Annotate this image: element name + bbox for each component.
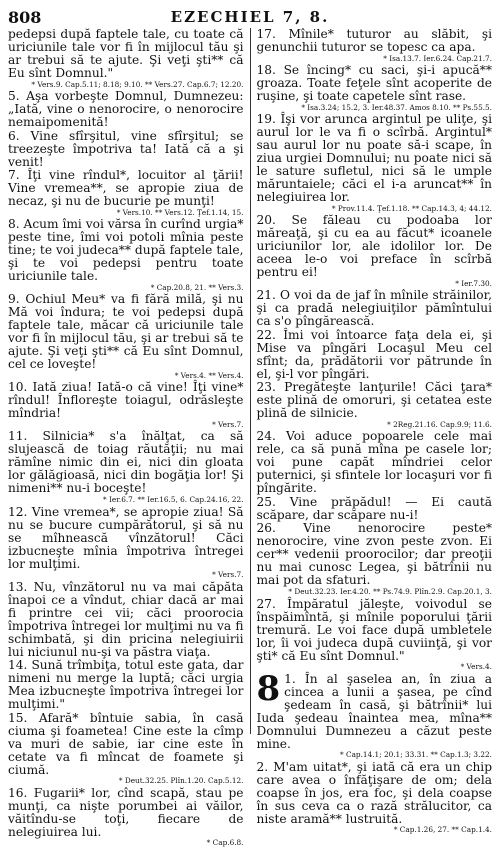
cross-reference: * Ier.6.7. ** Ier.16.5, 6. Cap.24.16, 22.	[103, 494, 244, 504]
cross-reference: * Vers.9. Cap.5.11; 8.18; 9.10. ** Vers.27. Cap.6.7; 12.20.	[31, 79, 244, 89]
chapter-8-verse-1: 1. În al şaselea an, în ziua a cincea a lunii a şasea, pe cînd şedeam în casă, şi bătrînii* lui Iuda şedeau înaintea mea, mîna** Domnului Dumnezeu a căzut peste mine.	[256, 672, 492, 752]
verse: 26. Vine nenorocire peste* nenorocire, vine zvon peste zvon. Ei cer** vedenii proorocilor; dar preoţii nu mai cunosc Legea, şi bătrînii nu mai pot da sfaturi.	[256, 521, 492, 588]
right-column	[251, 27, 493, 835]
verse: 16. Fugarii* lor, cînd scapă, stau pe munţi, ca nişte porumbei ai văilor, văitîndu-se toţi, fiecare de nelegiuirea lui.	[8, 785, 244, 839]
running-title: EZECHIEL 7, 8.	[170, 8, 330, 26]
verse: 25. Vine prăpădul! — Ei caută scăpare, dar scăpare nu-i!	[256, 494, 492, 522]
chapter-number: 8	[256, 669, 281, 710]
verse: 18. Se încing* cu saci, şi-i apucă** groaza. Toate feţele sînt acoperite de ruşine, şi toate capetele sînt rase.	[256, 63, 492, 104]
verse: 5. Aşa vorbeşte Domnul, Dumnezeu: „Iată, vine o nenorocire, o nenorocire nemaipomenită!	[8, 89, 244, 130]
chapter-8-start	[256, 669, 493, 752]
verse: 12. Vine vremea*, se apropie ziua! Să nu se bucure cumpărătorul, şi să nu se mîhnească vînzătorul! Căci izbucneşte mînia împotriva întregei lor mulţimi.	[8, 504, 244, 571]
cross-reference: * Deut.32.23. Ier.4.20. ** Ps.74.9. Plîn.2.9. Cap.20.1, 3.	[288, 586, 492, 596]
cross-reference: * Prov.11.4. Ţef.1.18. ** Cap.14.3, 4; 44.12.	[331, 203, 492, 213]
verse: 14. Sună trîmbiţa, totul este gata, dar nimeni nu merge la luptă; căci urgia Mea izbucneşte împotriva întregei lor mulţimi."	[8, 658, 244, 712]
verse: 20. Se făleau cu podoaba lor măreaţă, şi cu ea au făcut* icoanele uriciunilor lor, ale idolilor lor. De aceea le-o voi preface în scîrbă pentru ei!	[256, 213, 492, 280]
verse: 15. Afară* bîntuie sabia, în casă ciuma şi foametea! Cine este la cîmp va muri de sabie, iar cine este în cetate va fi mîncat de foamete şi ciumă.	[8, 710, 244, 777]
verse: 22. Îmi voi întoarce faţa dela ei, şi Mise va pîngări Locaşul Meu cel sfînt; da, prădătorii vor pătrunde în el, şi-l vor pîngări.	[256, 327, 492, 381]
verse: 19. Îşi vor arunca argintul pe uliţe, şi aurul lor le va fi o scîrbă. Argintul* sau aurul lor nu poate să-i scape, în ziua urgiei Domnului; nu poate nici să le sature sufletul, nici să le umple măruntaiele; căci el i-a aruncat** în nelegiuirea lor.	[256, 112, 492, 205]
cross-reference: * Cap.1.26, 27. ** Cap.1.4.	[393, 825, 492, 835]
cross-reference: * Vers.10. ** Vers.12. Ţef.1.14, 15.	[116, 207, 244, 217]
cross-reference: * Cap.14.1; 20.1; 33.31. ** Cap.1.3; 3.22.	[340, 750, 492, 760]
page-number: 808	[8, 8, 42, 27]
left-column	[8, 27, 251, 847]
cross-reference: * Ier.7.30.	[455, 278, 492, 288]
text-columns	[8, 27, 492, 847]
cross-reference: * Isa.3.24; 15.2, 3. Ier.48.37. Amos 8.10. ** Ps.55.5.	[301, 102, 492, 112]
cross-reference: * Isa.13.7. Ier.6.24. Cap.21.7.	[383, 53, 492, 63]
verse: 10. Iată ziua! Iată-o că vine! Îţi vine* rîndul! Înfloreşte toiagul, odrăsleşte mîndria!	[8, 380, 244, 421]
cross-reference: * Vers.4.	[460, 662, 492, 672]
verse: 11. Silnicia* s'a înălţat, ca să slujească de toiag răutăţii; nu mai rămîne nimic din ei, nici din gloata lor gălăgioasă, nici din bogăţia lor! Şi nimeni** nu-i boceşte!	[8, 429, 244, 496]
verse: 21. O voi da de jaf în mînile străinilor, şi ca pradă nelegiuiţilor pămîntului ca s'o pîngărească.	[256, 288, 492, 329]
verse: 17. Mînile* tuturor au slăbit, şi genunchii tuturor se topesc ca apa.	[256, 27, 492, 54]
verse: 27. Împăratul jăleşte, voivodul se înspăimîntă, şi mînile poporului ţării tremură. Le voi face după umbletele lor, îi voi judeca după cuviinţă, şi vor şti* că Eu sînt Domnul."	[256, 596, 492, 663]
cross-reference: * Vers.7.	[212, 419, 244, 429]
verse: 13. Nu, vînzătorul nu va mai căpăta înapoi ce a vîndut, chiar dacă ar mai fi printre cei vii; căci proorocia împotriva întregei lor mulţimi nu va fi schimbată, şi din pricina nelegiuirii lui niciunul nu-şi va păstra viaţa.	[8, 579, 244, 659]
cross-reference: * Vers.7.	[212, 570, 244, 580]
verse: pedepsi după faptele tale, cu toate că uriciunile tale vor fi în mijlocul tău şi ar trebui să te ajute. Şi veţi şti** că Eu sînt Domnul."	[8, 27, 244, 80]
verse: 7. Îţi vine rîndul*, locuitor al ţării! Vine vremea**, se apropie ziua de necaz, şi nu de bucurie pe munţi!	[8, 168, 244, 209]
verse: 23. Pregăteşte lanţurile! Căci ţara* este plină de omoruri, şi cetatea este plină de silnicie.	[256, 380, 492, 421]
cross-reference: * 2Reg.21.16. Cap.9.9; 11.6.	[387, 419, 492, 429]
cross-reference: * Cap.20.8, 21. ** Vers.3.	[150, 282, 244, 292]
cross-reference: * Deut.32.25. Plîn.1.20. Cap.5.12.	[118, 776, 244, 786]
verse: 6. Vine sfîrşitul, vine sfîrşitul; se treezeşte împotriva ta! Iată că a şi venit!	[8, 128, 244, 169]
cross-reference: * Vers.4. ** Vers.4.	[174, 370, 244, 380]
cross-reference: * Cap.6.8.	[206, 838, 244, 847]
verse: 8. Acum îmi voi vărsa în curînd urgia* peste tine, îmi voi potoli mînia peste tine; te voi judeca** după faptele tale, şi te voi pedepsi pentru toate uriciunile tale.	[8, 217, 244, 284]
chapter-8-verse-2: 2. M'am uitat*, şi iată că era un chip care avea o înfăţişare de om; dela coapse în jos, era foc, şi dela coapse în sus ceva ca o rază strălucitor, ca niste aramă** lustruită.	[256, 759, 492, 826]
verse: 9. Ochiul Meu* va fi fără milă, şi nu Mă voi îndura; te voi pedepsi după faptele tale, măcar că uriciunile tale vor fi în mijlocul tău, şi ar trebui să te ajute. Şi veţi şti** că Eu sînt Domnul, cel ce loveşte!	[8, 292, 244, 372]
verse: 24. Voi aduce popoarele cele mai rele, ca să pună mîna pe casele lor; voi pune capăt mîndriei celor puternici, şi sfintele lor locaşuri vor fi pîngărite.	[256, 429, 492, 496]
